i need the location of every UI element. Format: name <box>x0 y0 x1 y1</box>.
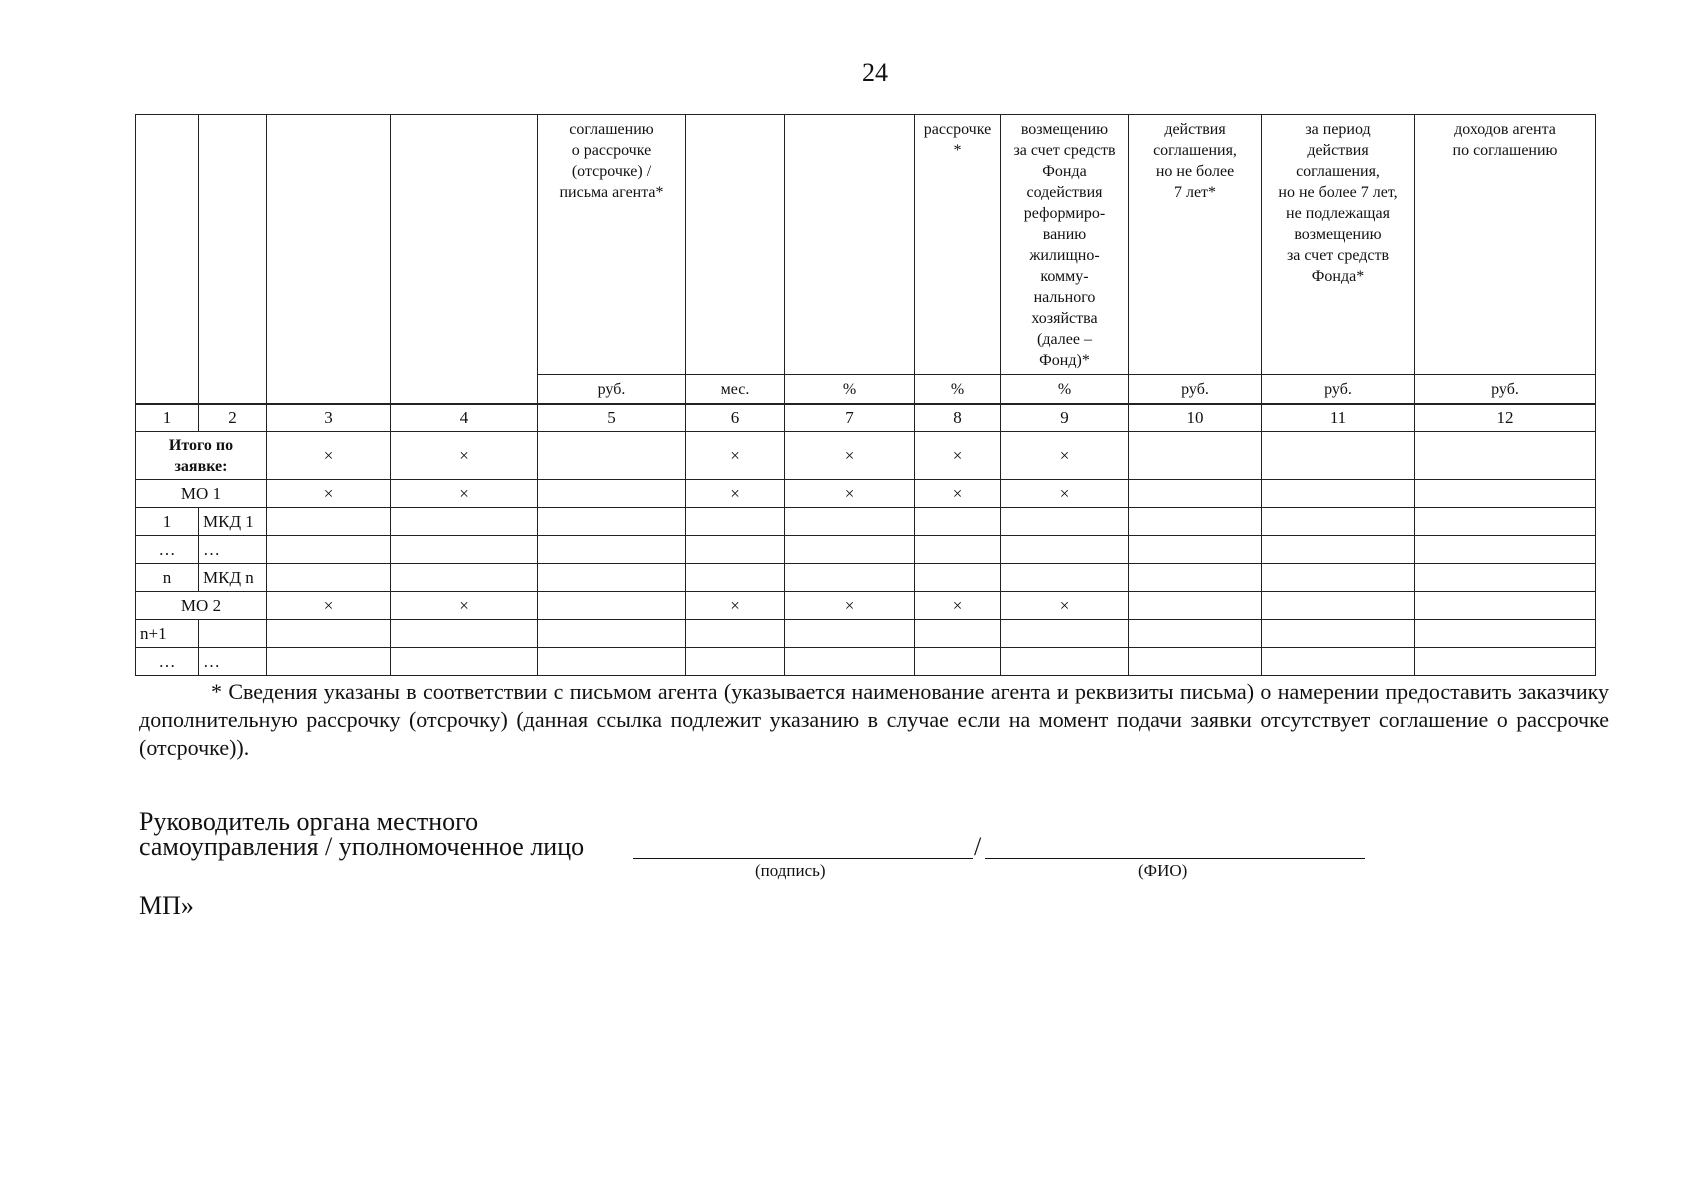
cross-mark: × <box>391 592 538 620</box>
empty-cell <box>538 480 686 508</box>
column-number-row <box>136 404 1596 432</box>
unit-cell-11: руб. <box>1262 375 1415 405</box>
row-name: … <box>199 648 267 676</box>
mo2-row <box>136 592 1596 620</box>
total-label-text: Итого по заявке: <box>168 436 234 475</box>
cross-mark: × <box>391 480 538 508</box>
unit-cell-9: % <box>1001 375 1129 405</box>
mo1-row <box>136 480 1596 508</box>
empty-cell <box>1415 480 1596 508</box>
row-name <box>199 620 267 648</box>
unit-cell-7: % <box>785 375 915 405</box>
signature-slash: / <box>974 832 982 861</box>
col-number: 3 <box>267 404 391 432</box>
table-row <box>136 648 1596 676</box>
header-cell-1 <box>136 115 199 405</box>
mo2-label: МО 2 <box>136 592 267 620</box>
unit-cell-12: руб. <box>1415 375 1596 405</box>
cross-mark: × <box>915 480 1001 508</box>
unit-cell-10: руб. <box>1129 375 1262 405</box>
empty-cell <box>1129 480 1262 508</box>
row-number: 1 <box>136 508 199 536</box>
empty-cell <box>1262 480 1415 508</box>
table-row <box>136 564 1596 592</box>
empty-cell <box>538 432 686 480</box>
header-cell-12 <box>1415 115 1596 375</box>
header-cell-10 <box>1129 115 1262 375</box>
cross-mark: × <box>267 592 391 620</box>
cross-mark: × <box>785 480 915 508</box>
signatory-title-line-1: Руководитель органа местного <box>139 807 479 836</box>
header-cell-11 <box>1262 115 1415 375</box>
col-number: 7 <box>785 404 915 432</box>
cross-mark: × <box>391 432 538 480</box>
col-number: 2 <box>199 404 267 432</box>
header-cell-4 <box>391 115 538 405</box>
row-number: … <box>136 536 199 564</box>
name-line <box>985 858 1365 859</box>
row-name: МКД n <box>199 564 267 592</box>
cross-mark: × <box>1001 592 1129 620</box>
data-table <box>135 403 1596 676</box>
cross-mark: × <box>1001 432 1129 480</box>
row-number: n+1 <box>136 620 199 648</box>
cross-mark: × <box>785 592 915 620</box>
cross-mark: × <box>267 480 391 508</box>
header-text-10: действия соглашения, но не более 7 лет* <box>1153 121 1237 201</box>
col-number: 11 <box>1262 404 1415 432</box>
row-name: … <box>199 536 267 564</box>
cross-mark: × <box>267 432 391 480</box>
col-number: 12 <box>1415 404 1596 432</box>
header-cell-9 <box>1001 115 1129 375</box>
row-number: n <box>136 564 199 592</box>
total-row <box>136 432 1596 480</box>
col-number: 10 <box>1129 404 1262 432</box>
name-caption: (ФИО) <box>1138 861 1188 880</box>
stamp-place: МП» <box>139 891 194 920</box>
page-number: 24 <box>862 58 888 87</box>
cross-mark: × <box>785 432 915 480</box>
empty-cell <box>1415 432 1596 480</box>
header-cell-5 <box>538 115 686 375</box>
empty-cell <box>1262 592 1415 620</box>
unit-cell-6: мес. <box>686 375 785 405</box>
signature-caption: (подпись) <box>755 861 826 880</box>
header-cell-8 <box>915 115 1001 375</box>
cross-mark: × <box>1001 480 1129 508</box>
cross-mark: × <box>686 432 785 480</box>
table-header <box>135 114 1596 405</box>
col-number: 4 <box>391 404 538 432</box>
header-text-11: за период действия соглашения, но не более 7 лет, не подлежащая возмещению за счет средств Фонда* <box>1278 121 1398 285</box>
col-number: 6 <box>686 404 785 432</box>
col-number: 8 <box>915 404 1001 432</box>
col-number: 1 <box>136 404 199 432</box>
table-row <box>136 536 1596 564</box>
unit-cell-8: % <box>915 375 1001 405</box>
header-text-12: доходов агента по соглашению <box>1452 121 1558 159</box>
total-label <box>136 432 267 480</box>
mo1-label: МО 1 <box>136 480 267 508</box>
signatory-title <box>139 809 584 859</box>
header-text-9: возмещению за счет средств Фонда содействия реформиро- ванию жилищно- комму- нального хозяйства (далее – Фонд)* <box>1013 121 1116 369</box>
empty-cell <box>1129 432 1262 480</box>
cross-mark: × <box>915 592 1001 620</box>
empty-cell <box>1129 592 1262 620</box>
col-number: 9 <box>1001 404 1129 432</box>
table-row <box>136 508 1596 536</box>
cross-mark: × <box>686 480 785 508</box>
row-name: МКД 1 <box>199 508 267 536</box>
signature-line <box>633 858 973 859</box>
empty-cell <box>1262 432 1415 480</box>
header-cell-3 <box>267 115 391 405</box>
table-row <box>136 620 1596 648</box>
col-number: 5 <box>538 404 686 432</box>
cross-mark: × <box>915 432 1001 480</box>
empty-cell <box>538 592 686 620</box>
header-text-5: соглашению о рассрочке (отсрочке) / письма агента* <box>559 121 664 201</box>
empty-cell <box>1415 592 1596 620</box>
footnote: * Сведения указаны в соответствии с письмом агента (указывается наименование агента и реквизиты письма) о намерении предоставить заказчику дополнительную рассрочку (отсрочку) (данная ссылка подлежит указанию в случае если на момент подачи заявки отсутствует соглашение о рассрочке (отсрочке)). <box>139 679 1609 760</box>
row-number: … <box>136 648 199 676</box>
cross-mark: × <box>686 592 785 620</box>
header-cell-2 <box>199 115 267 405</box>
header-cell-7 <box>785 115 915 375</box>
header-cell-6 <box>686 115 785 375</box>
signatory-title-line-2: самоуправления / уполномоченное лицо <box>139 832 585 861</box>
unit-cell-5: руб. <box>538 375 686 405</box>
header-text-8: рассрочке * <box>923 121 992 159</box>
